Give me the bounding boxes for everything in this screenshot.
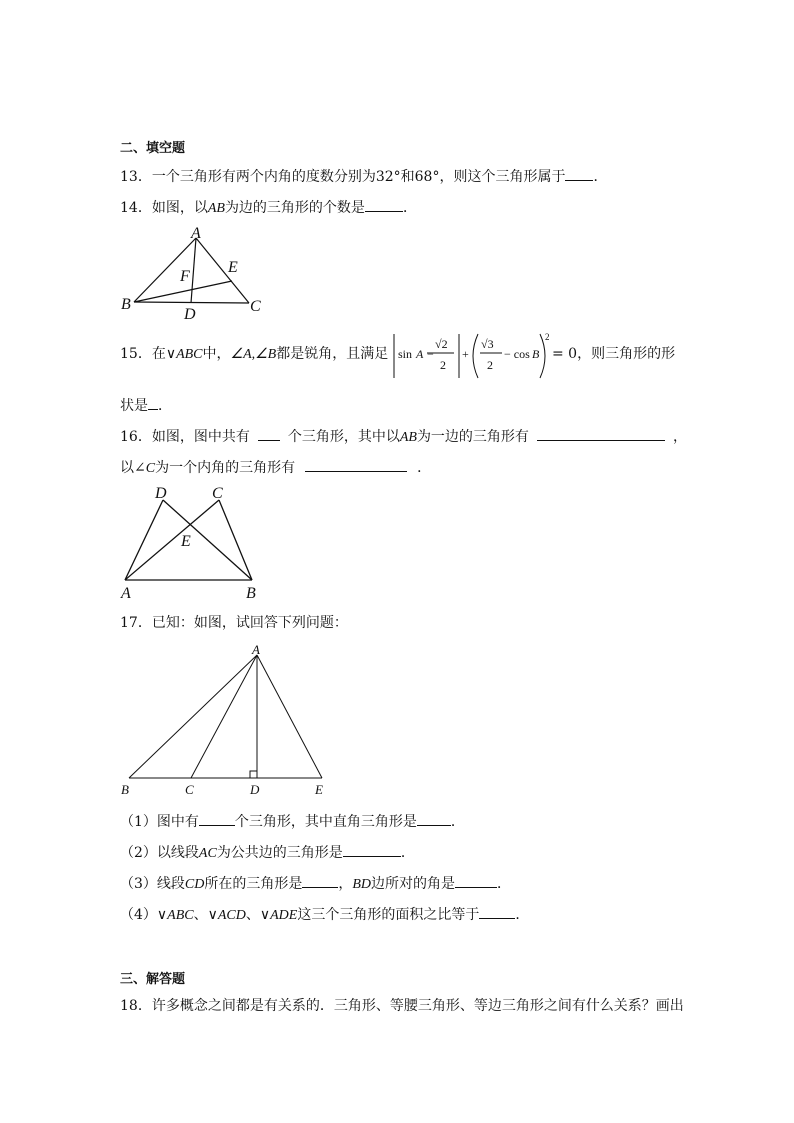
question-18: 18．许多概念之间都是有关系的．三角形、等腰三角形、等边三角形之间有什么关系？画出 bbox=[120, 998, 684, 1014]
fig14-label-f: F bbox=[180, 268, 190, 285]
q15-den3: 2 bbox=[487, 358, 493, 372]
fig14-label-b: B bbox=[121, 296, 131, 313]
q17-p1-text-2: 个三角形，其中直角三角形是 bbox=[234, 814, 417, 830]
q17-p4-text-2: 这三个三角形的面积之比等于 bbox=[297, 907, 480, 923]
q16-text-3: 为一边的三角形有 bbox=[416, 429, 529, 445]
q15-end: ． bbox=[158, 398, 172, 414]
fig14-label-e: E bbox=[228, 259, 238, 276]
q16-text-4: 以∠ bbox=[120, 460, 146, 476]
q16-c: C bbox=[145, 461, 156, 476]
q15-a: A bbox=[416, 347, 424, 361]
q17-p1-blank-2[interactable] bbox=[417, 813, 451, 826]
fig17-label-e: E bbox=[315, 782, 323, 797]
fig17-label-c: C bbox=[185, 782, 194, 797]
q17-p1-text: （1）图中有 bbox=[120, 814, 199, 830]
q16-text-5: 为一个内角的三角形有 bbox=[155, 460, 296, 476]
q13-text: 13．一个三角形有两个内角的度数分别为32°和68°，则这个三角形属于 bbox=[120, 169, 566, 185]
q17-p2-text: （2）以线段 bbox=[120, 845, 199, 861]
q17-p3-blank-2[interactable] bbox=[455, 875, 497, 888]
fig14-label-c: C bbox=[250, 298, 261, 315]
q17-p4-text: （4）∨ bbox=[120, 907, 168, 923]
q17-p3-text-2: 所在的三角形是 bbox=[204, 876, 303, 892]
q15-equals: = 0，则三角形的形 bbox=[552, 346, 676, 362]
fig17-label-d: D bbox=[250, 782, 260, 797]
q15-angles: ∠A,∠B bbox=[230, 347, 277, 362]
q17-p2-blank[interactable] bbox=[343, 844, 401, 857]
q17-p3-bd: BD bbox=[352, 877, 372, 892]
q17-p3-text: （3）线段 bbox=[120, 876, 185, 892]
q17-part-3 bbox=[120, 875, 511, 892]
q16-text: 16．如图，图中共有 bbox=[120, 429, 250, 445]
q17-p3-blank-1[interactable] bbox=[302, 875, 338, 888]
fig16-label-e: E bbox=[181, 533, 191, 550]
fig16-label-a: A bbox=[121, 585, 131, 602]
fig14-label-d: D bbox=[184, 306, 196, 323]
q15-power: 2 bbox=[545, 332, 550, 342]
q15-sqrt3: √3 bbox=[481, 337, 494, 351]
q17-p4-sep-2: 、∨ bbox=[245, 907, 271, 923]
q16-text-2: 个三角形，其中以 bbox=[287, 429, 400, 445]
q15-sqrt2: √2 bbox=[435, 337, 448, 351]
q17-p4-abc: ABC bbox=[167, 908, 194, 923]
q15-den2: 2 bbox=[440, 358, 446, 372]
q14-text-2: 为边的三角形的个数是 bbox=[224, 200, 365, 216]
q17-p3-comma: ， bbox=[338, 876, 353, 892]
q17-p1-blank-1[interactable] bbox=[199, 813, 235, 826]
q17-p4-ade: ADE bbox=[270, 908, 298, 923]
fig17-label-b: B bbox=[121, 782, 129, 797]
q17-p2-end: ． bbox=[400, 845, 415, 861]
fig16-label-d: D bbox=[155, 485, 167, 502]
q15-abc: ABC bbox=[176, 347, 203, 362]
section-fill-in-heading: 二、填空题 bbox=[120, 141, 186, 156]
q14-end: ． bbox=[402, 200, 417, 216]
q17-part-4 bbox=[120, 906, 529, 923]
q13-end: ． bbox=[593, 169, 608, 185]
q16-comma: ， bbox=[672, 429, 687, 445]
q15-b: B bbox=[532, 347, 540, 361]
fig17-label-a: A bbox=[252, 642, 260, 657]
q14-ab: AB bbox=[207, 201, 225, 216]
q17-p3-end: ． bbox=[497, 876, 512, 892]
q17-p3-cd: CD bbox=[184, 877, 205, 892]
fig14-label-a: A bbox=[191, 225, 201, 242]
q17-part-2 bbox=[120, 844, 415, 861]
q17-p4-blank[interactable] bbox=[479, 906, 515, 919]
q16-ab: AB bbox=[399, 430, 417, 445]
q15-minus-cos: − cos bbox=[504, 347, 530, 361]
q17-p2-ac: AC bbox=[198, 846, 217, 861]
q15-text-2: 中， bbox=[202, 346, 231, 362]
q15-text-3: 都是锐角，且满足 bbox=[276, 346, 389, 362]
q17-p2-text-2: 为公共边的三角形是 bbox=[216, 845, 343, 861]
q15-text-4: 状是 bbox=[120, 398, 148, 414]
q17-p3-text-3: 边所对的角是 bbox=[371, 876, 456, 892]
q14-text: 14．如图，以 bbox=[120, 200, 208, 216]
q17-p4-acd: ACD bbox=[217, 908, 246, 923]
fig16-label-c: C bbox=[212, 485, 223, 502]
fig16-label-b: B bbox=[246, 585, 256, 602]
q15-sin: sin bbox=[398, 347, 413, 361]
q15-plus: + bbox=[462, 347, 469, 361]
question-17: 17．已知：如图，试回答下列问题： bbox=[120, 615, 348, 631]
q17-part-1 bbox=[120, 813, 465, 829]
q15-minus1: − bbox=[427, 347, 434, 361]
q17-p1-end: ． bbox=[450, 814, 465, 830]
q16-end: ． bbox=[417, 460, 432, 476]
q17-p4-end: ． bbox=[515, 907, 530, 923]
section-answer-heading: 三、解答题 bbox=[120, 972, 186, 987]
q15-text: 15．在∨ bbox=[120, 346, 177, 362]
q17-p4-sep-1: 、∨ bbox=[193, 907, 218, 923]
